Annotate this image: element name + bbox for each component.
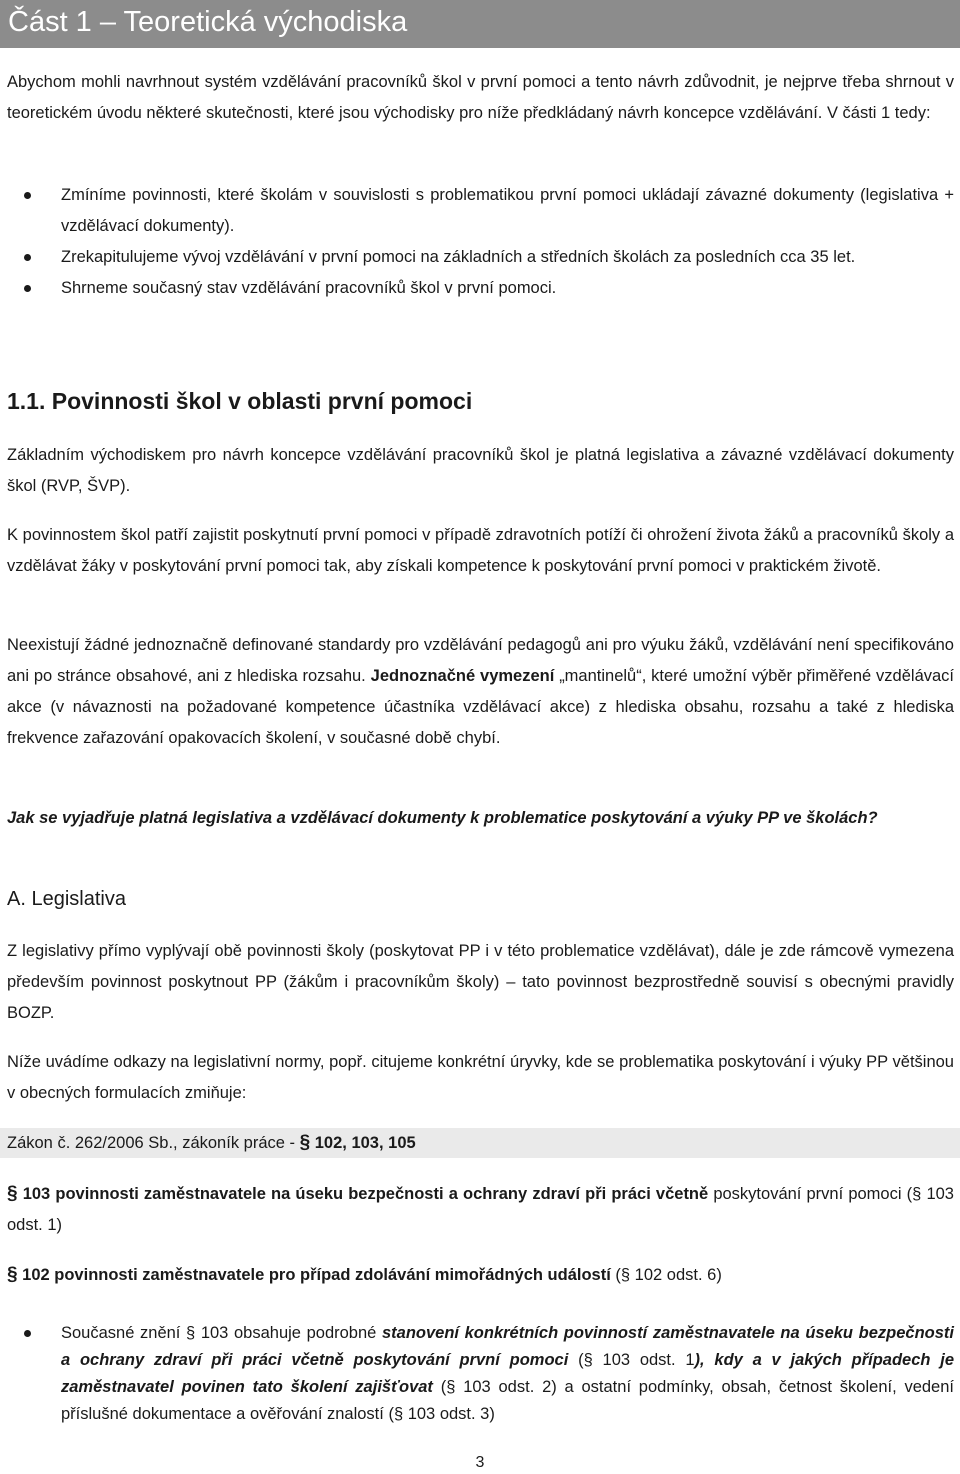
section-symbol-icon: § bbox=[7, 1183, 18, 1204]
bullet-icon bbox=[24, 192, 31, 199]
section-heading: 1.1. Povinnosti škol v oblasti první pomoci bbox=[7, 388, 473, 414]
section-symbol-icon: § bbox=[7, 1264, 18, 1285]
chapter-title-bar bbox=[0, 0, 960, 48]
paragraph: Z legislativy přímo vyplývají obě povinnosti školy (poskytovat PP i v této problematice vzdělávat), dále je zde rámcově vymezena především povinnost poskytnout PP (žákům i pracovníkům školy) – tato povinnost bezprostředně souvisí s obecnými pravidly BOZP. bbox=[7, 942, 954, 1022]
paragraph: Základním východiskem pro návrh koncepce vzdělávání pracovníků škol je platná legislativa a závazné vzdělávací dokumenty škol (RVP, ŠVP). bbox=[7, 446, 954, 495]
bullet-icon bbox=[24, 1330, 31, 1337]
list-item: Zrekapitulujeme vývoj vzdělávání v první pomoci na základních a středních školách za posledních cca 35 let. bbox=[0, 242, 954, 273]
list-item: Shrneme současný stav vzdělávání pracovníků škol v první pomoci. bbox=[0, 273, 954, 304]
section-symbol-icon: § bbox=[299, 1132, 311, 1153]
paragraph: Níže uvádíme odkazy na legislativní normy, popř. citujeme konkrétní úryvky, kde se problematika poskytování i výuky PP většinou v obecných formulacích zmiňuje: bbox=[7, 1053, 954, 1102]
paragraph: K povinnostem škol patří zajistit poskytnutí první pomoci v případě zdravotních potíží či ohrožení života žáků a pracovníků školy a vzdělávat žáky v poskytování první pomoci tak, aby získali kompetence k poskytování první pomoci v praktickém životě. bbox=[7, 526, 954, 575]
question-paragraph: Jak se vyjadřuje platná legislativa a vzdělávací dokumenty k problematice poskytování a výuky PP ve školách? bbox=[7, 809, 878, 827]
list-item: Zmíníme povinnosti, které školám v souvislosti s problematikou první pomoci ukládají závazné dokumenty (legislativa + vzdělávací dokumenty). bbox=[0, 180, 954, 242]
chapter-title: Část 1 – Teoretická východiska bbox=[8, 6, 408, 38]
paragraph: § 102 povinnosti zaměstnavatele pro případ zdolávání mimořádných událostí (§ 102 odst. 6) bbox=[7, 1264, 722, 1285]
intro-bullet-list bbox=[0, 180, 954, 304]
legislation-bullet-list bbox=[0, 1320, 954, 1428]
subsection-heading: A. Legislativa bbox=[7, 888, 126, 910]
paragraph: Neexistují žádné jednoznačně definované standardy pro vzdělávání pedagogů ani pro výuku žáků, vzdělávání není specifikováno ani po stránce obsahové, ani z hlediska rozsahu. Jednoznačné vymezení „mantinelů“, které umožní výběr přiměřené vzdělávací akce (v návaznosti na požadované kompetence účastníka vzdělávací akce) z hlediska obsahu, rozsahu a také z hlediska frekvence zařazování opakovacích školení, v současné době chybí. bbox=[7, 636, 955, 747]
bullet-icon bbox=[24, 254, 31, 261]
page-number: 3 bbox=[475, 1454, 485, 1471]
paragraph: § 103 povinnosti zaměstnavatele na úseku bezpečnosti a ochrany zdraví při práci včetně poskytování první pomoci (§ 103 odst. 1) bbox=[7, 1183, 954, 1234]
list-item: Současné znění § 103 obsahuje podrobné stanovení konkrétních povinností zaměstnavatele na úseku bezpečnosti a ochrany zdraví při práci včetně poskytování první pomoci (§ 103 odst. 1), kdy a v jakých případech je zaměstnavatel povinen tato školení zajišťovat (§ 103 odst. 2) a ostatní podmínky, obsah, četnost školení, vedení příslušné dokumentace a ověřování znalostí (§ 103 odst. 3) bbox=[0, 1320, 954, 1428]
bullet-icon bbox=[24, 285, 31, 292]
law-reference-bar: Zákon č. 262/2006 Sb., zákoník práce - § 102, 103, 105 bbox=[0, 1128, 960, 1158]
intro-paragraph: Abychom mohli navrhnout systém vzdělávání pracovníků škol v první pomoci a tento návrh zdůvodnit, je nejprve třeba shrnout v teoretickém úvodu některé skutečnosti, které jsou východisky pro níže předkládaný návrh koncepce vzdělávání. V části 1 tedy: bbox=[7, 73, 954, 122]
